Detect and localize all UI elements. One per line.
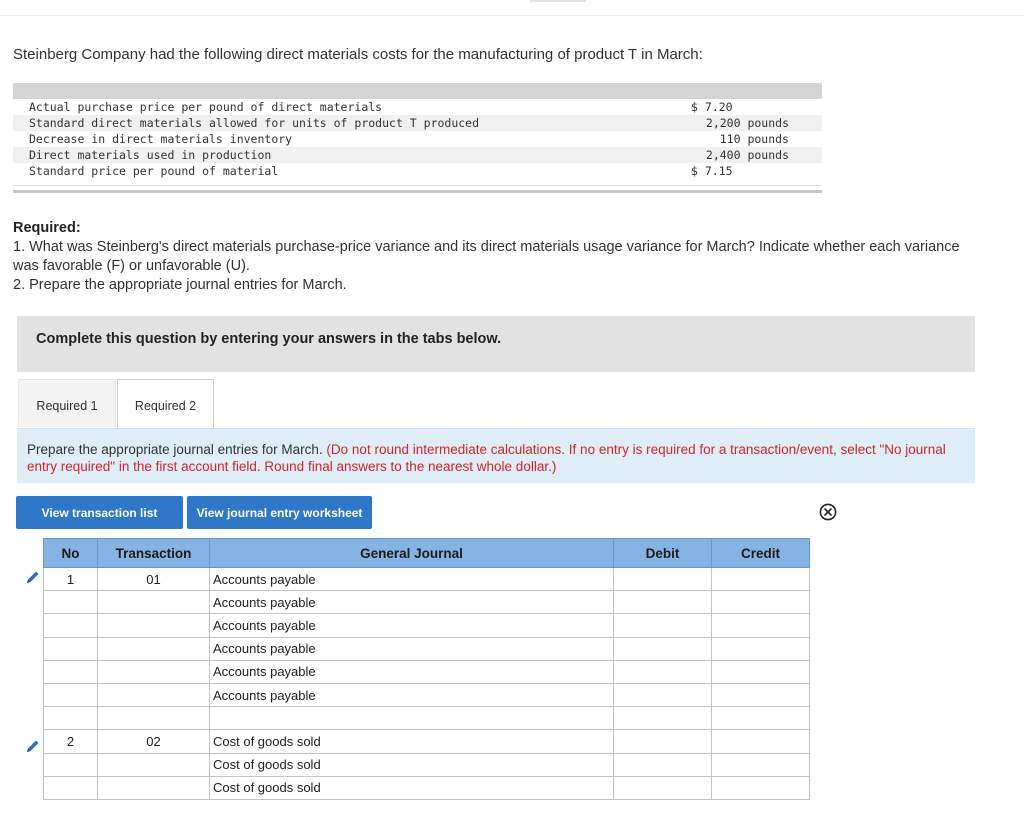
edit-pencil-icon[interactable] — [25, 569, 41, 585]
data-row — [13, 115, 822, 131]
debit-field[interactable] — [614, 637, 712, 660]
table-row — [44, 568, 810, 591]
data-row-label: Decrease in direct materials inventory — [29, 132, 293, 146]
entry-number — [44, 660, 98, 683]
transaction-id: 01 — [98, 568, 210, 591]
transaction-id — [98, 591, 210, 614]
top-divider — [0, 15, 1024, 16]
entry-number: 2 — [44, 730, 98, 753]
view-journal-worksheet-button[interactable]: View journal entry worksheet — [187, 496, 372, 529]
data-row-label: Direct materials used in production — [29, 148, 272, 162]
credit-field[interactable] — [712, 637, 810, 660]
debit-field[interactable] — [614, 776, 712, 799]
debit-field[interactable] — [614, 707, 712, 730]
close-icon[interactable] — [819, 503, 837, 521]
tab-required-2[interactable] — [117, 379, 214, 429]
required-question-2: 2. Prepare the appropriate journal entries for March. — [13, 277, 347, 293]
required-question-1: 1. What was Steinberg's direct materials purchase-price variance and its direct materials usage variance for March? Indicate whether each variance was favorable (F) or unfavorable (U). — [13, 239, 960, 274]
entry-number: 1 — [44, 568, 98, 591]
account-field[interactable]: Accounts payable — [210, 614, 614, 637]
transaction-id — [98, 753, 210, 776]
debit-field[interactable] — [614, 753, 712, 776]
table-row — [44, 660, 810, 683]
account-field[interactable]: Cost of goods sold — [210, 776, 614, 799]
cost-data-header — [13, 83, 822, 99]
instruction-note: (Do not round intermediate calculations. If no entry is required for a transaction/event, select "No journal entry required" in the first account field. Round final answers to the nearest whole dollar.) — [27, 442, 946, 474]
credit-field[interactable] — [712, 776, 810, 799]
debit-field[interactable] — [614, 591, 712, 614]
credit-field[interactable] — [712, 730, 810, 753]
credit-field[interactable] — [712, 568, 810, 591]
account-field[interactable]: Accounts payable — [210, 637, 614, 660]
credit-field[interactable] — [712, 660, 810, 683]
debit-field[interactable] — [614, 730, 712, 753]
edit-pencil-icon[interactable] — [25, 738, 41, 754]
data-row-value: $ 7.20 — [691, 100, 733, 114]
tab-label: Required 1 — [36, 399, 98, 413]
col-transaction: Transaction — [98, 539, 210, 568]
entry-number — [44, 753, 98, 776]
transaction-id: 02 — [98, 730, 210, 753]
credit-field[interactable] — [712, 614, 810, 637]
instruction-box — [17, 428, 975, 483]
account-field[interactable]: Accounts payable — [210, 591, 614, 614]
instruction-text — [27, 441, 957, 475]
tab-required-1[interactable] — [18, 379, 116, 427]
transaction-id — [98, 637, 210, 660]
required-section — [13, 219, 983, 295]
account-field[interactable]: Cost of goods sold — [210, 730, 614, 753]
credit-field[interactable] — [712, 753, 810, 776]
debit-field[interactable] — [614, 683, 712, 706]
account-field[interactable]: Accounts payable — [210, 568, 614, 591]
account-field[interactable]: Accounts payable — [210, 660, 614, 683]
data-row — [13, 131, 822, 147]
required-title: Required: — [13, 220, 81, 236]
cost-data-table — [13, 83, 822, 193]
col-credit: Credit — [712, 539, 810, 568]
top-handle — [530, 0, 586, 2]
table-row — [44, 730, 810, 753]
entry-number — [44, 707, 98, 730]
table-row — [44, 707, 810, 730]
col-no: No — [44, 539, 98, 568]
table-row — [44, 753, 810, 776]
data-row-value: 110 pounds — [719, 132, 789, 146]
debit-field[interactable] — [614, 614, 712, 637]
intro-text: Steinberg Company had the following direct materials costs for the manufacturing of product T in March: — [13, 46, 703, 63]
col-general-journal: General Journal — [210, 539, 614, 568]
transaction-id — [98, 614, 210, 637]
table-row — [44, 614, 810, 637]
view-transaction-list-button[interactable]: View transaction list — [16, 496, 183, 529]
complete-question-text: Complete this question by entering your answers in the tabs below. — [36, 331, 502, 347]
debit-field[interactable] — [614, 568, 712, 591]
data-row — [13, 99, 822, 115]
data-row-label: Standard direct materials allowed for units of product T produced — [29, 116, 480, 130]
cost-data-footer — [13, 185, 822, 193]
col-debit: Debit — [614, 539, 712, 568]
account-field[interactable]: Accounts payable — [210, 683, 614, 706]
data-row-value: 2,200 pounds — [705, 116, 789, 130]
table-row — [44, 683, 810, 706]
data-row-value: $ 7.15 — [691, 164, 733, 178]
entry-number — [44, 683, 98, 706]
data-row — [13, 147, 822, 163]
complete-question-banner — [17, 316, 975, 372]
entry-number — [44, 637, 98, 660]
journal-header-row — [44, 539, 810, 568]
data-row — [13, 163, 822, 179]
entry-number — [44, 591, 98, 614]
data-row-label: Standard price per pound of material — [29, 164, 279, 178]
instruction-main: Prepare the appropriate journal entries for March. — [27, 442, 323, 457]
transaction-id — [98, 707, 210, 730]
data-row-label: Actual purchase price per pound of direct materials — [29, 100, 383, 114]
entry-number — [44, 776, 98, 799]
account-field[interactable] — [210, 707, 614, 730]
table-row — [44, 776, 810, 799]
general-journal-table — [43, 538, 810, 800]
credit-field[interactable] — [712, 591, 810, 614]
account-field[interactable]: Cost of goods sold — [210, 753, 614, 776]
transaction-id — [98, 776, 210, 799]
debit-field[interactable] — [614, 660, 712, 683]
entry-number — [44, 614, 98, 637]
tab-label: Required 2 — [134, 399, 197, 413]
credit-field[interactable] — [712, 707, 810, 730]
transaction-id — [98, 683, 210, 706]
data-row-value: 2,400 pounds — [705, 148, 789, 162]
credit-field[interactable] — [712, 683, 810, 706]
transaction-id — [98, 660, 210, 683]
table-row — [44, 637, 810, 660]
table-row — [44, 591, 810, 614]
